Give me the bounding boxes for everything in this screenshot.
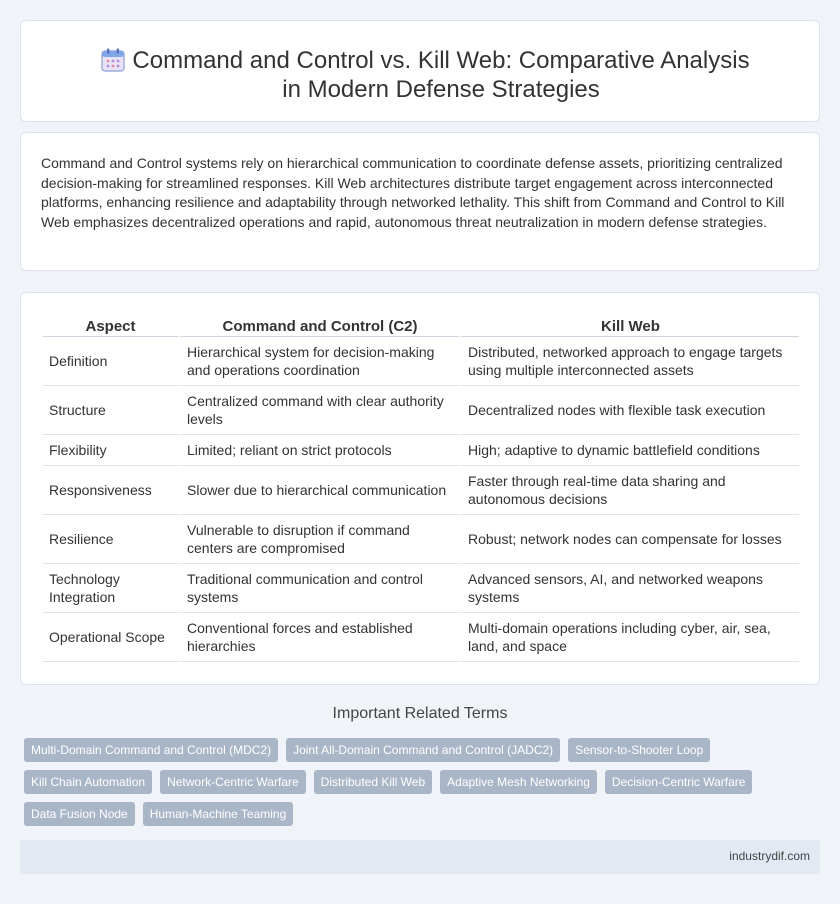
page-title: Command and Control vs. Kill Web: Comparative Analysis in Modern Defense Strategies (132, 47, 750, 103)
table-cell-aspect: Definition (43, 337, 178, 386)
related-term-tag[interactable]: Multi-Domain Command and Control (MDC2) (24, 738, 278, 762)
table-cell-c2: Centralized command with clear authority levels (178, 386, 459, 435)
comparison-table (43, 315, 799, 662)
column-header-aspect: Aspect (43, 315, 178, 337)
related-term-tag[interactable]: Human-Machine Teaming (143, 802, 294, 826)
table-cell-kill-web: Decentralized nodes with flexible task execution (459, 386, 799, 435)
related-term-tag[interactable]: Decision-Centric Warfare (605, 770, 753, 794)
table-row (43, 564, 799, 613)
intro-card (20, 132, 820, 271)
table-cell-c2: Limited; reliant on strict protocols (178, 435, 459, 466)
column-header-c2: Command and Control (C2) (178, 315, 459, 337)
table-cell-aspect: Structure (43, 386, 178, 435)
intro-paragraph: Command and Control systems rely on hierarchical communication to coordinate defense assets, prioritizing centralized decision-making for streamlined responses. Kill Web architectures distribute target engagement across interconnected platforms, enhancing resilience and adaptability through networked lethality. This shift from Command and Control to Kill Web emphasizes decentralized operations and rapid, autonomous threat neutralization in modern defense strategies. (41, 155, 785, 230)
footer-site-link[interactable]: industrydif.com (729, 849, 810, 863)
footer (20, 840, 820, 874)
table-row (43, 466, 799, 515)
related-term-tag[interactable]: Data Fusion Node (24, 802, 135, 826)
table-cell-kill-web: Advanced sensors, AI, and networked weapons systems (459, 564, 799, 613)
table-cell-c2: Traditional communication and control systems (178, 564, 459, 613)
table-cell-c2: Slower due to hierarchical communication (178, 466, 459, 515)
table-row (43, 337, 799, 386)
table-cell-kill-web: Faster through real-time data sharing and autonomous decisions (459, 466, 799, 515)
table-cell-aspect: Operational Scope (43, 613, 178, 662)
related-term-tag[interactable]: Joint All-Domain Command and Control (JADC2) (286, 738, 560, 762)
column-header-kill-web: Kill Web (459, 315, 799, 337)
table-header-row (43, 315, 799, 337)
table-cell-aspect: Flexibility (43, 435, 178, 466)
related-terms-list (24, 738, 804, 834)
related-term-tag[interactable]: Sensor-to-Shooter Loop (568, 738, 710, 762)
tag-row (24, 770, 804, 794)
tag-row (24, 802, 804, 826)
table-cell-kill-web: Multi-domain operations including cyber, air, sea, land, and space (459, 613, 799, 662)
comparison-table-card (20, 292, 820, 685)
title-card (20, 20, 820, 122)
table-cell-c2: Vulnerable to disruption if command centers are compromised (178, 515, 459, 564)
table-cell-c2: Conventional forces and established hierarchies (178, 613, 459, 662)
table-cell-c2: Hierarchical system for decision-making and operations coordination (178, 337, 459, 386)
related-term-tag[interactable]: Kill Chain Automation (24, 770, 152, 794)
table-row (43, 386, 799, 435)
table-cell-kill-web: Robust; network nodes can compensate for losses (459, 515, 799, 564)
related-term-tag[interactable]: Distributed Kill Web (314, 770, 432, 794)
tag-row (24, 738, 804, 762)
table-row (43, 515, 799, 564)
table-cell-aspect: Resilience (43, 515, 178, 564)
table-cell-kill-web: Distributed, networked approach to engage targets using multiple interconnected assets (459, 337, 799, 386)
related-terms-heading: Important Related Terms (332, 705, 508, 722)
table-cell-aspect: Technology Integration (43, 564, 178, 613)
related-term-tag[interactable]: Network-Centric Warfare (160, 770, 306, 794)
table-row (43, 613, 799, 662)
table-cell-kill-web: High; adaptive to dynamic battlefield conditions (459, 435, 799, 466)
related-term-tag[interactable]: Adaptive Mesh Networking (440, 770, 597, 794)
table-row (43, 435, 799, 466)
table-cell-aspect: Responsiveness (43, 466, 178, 515)
